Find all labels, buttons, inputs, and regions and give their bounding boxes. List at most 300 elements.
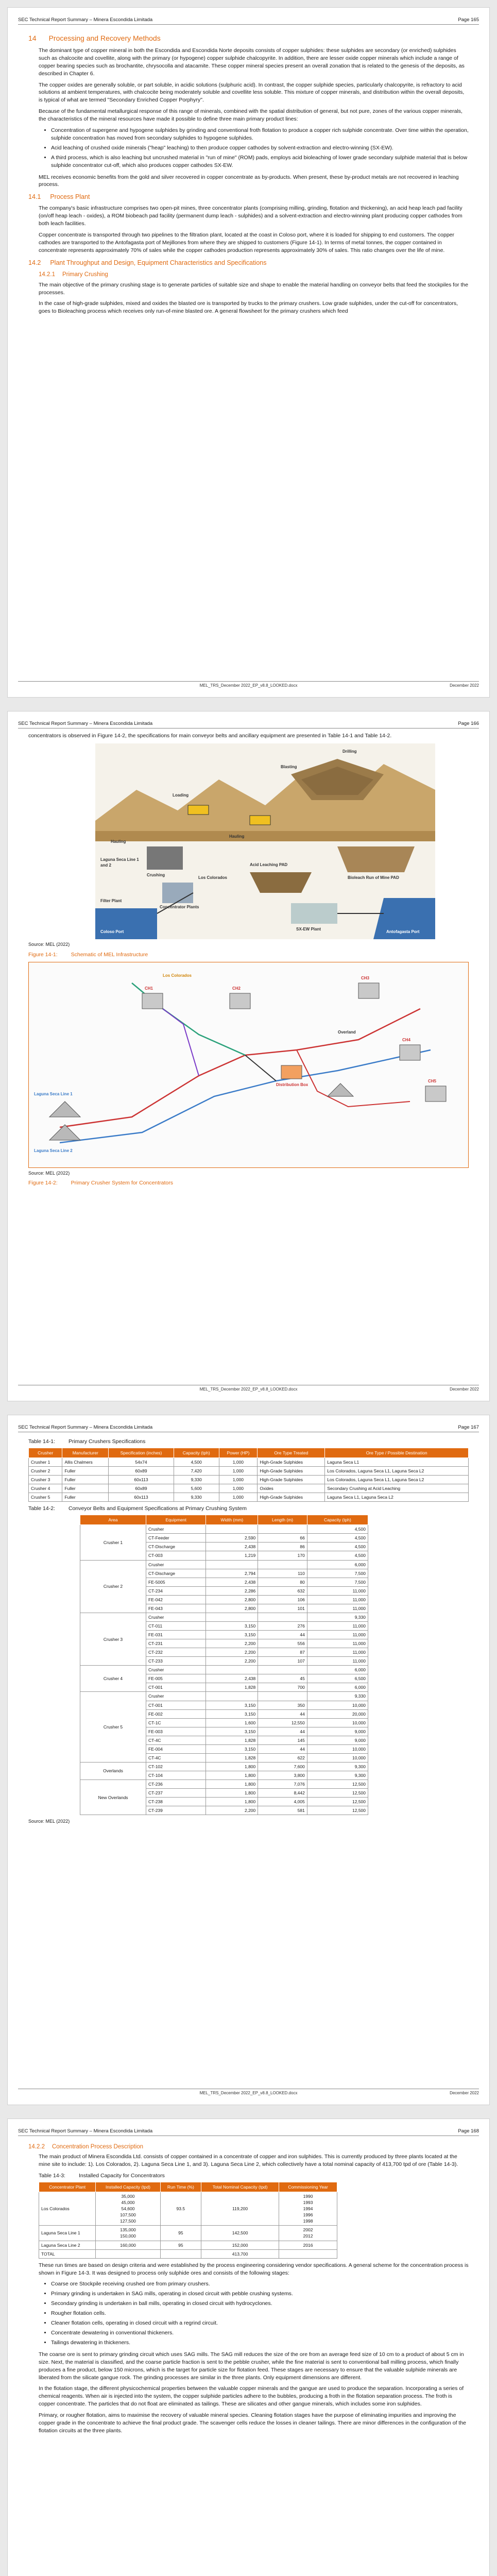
- table-cell: 11,000: [307, 1604, 368, 1613]
- fig-label-coloso: Coloso Port: [100, 929, 124, 934]
- table-cell: 700: [258, 1683, 307, 1692]
- table-cell: 2,438: [206, 1578, 258, 1586]
- table-cell-area: Overlands: [80, 1762, 146, 1780]
- table-cell: [206, 1692, 258, 1701]
- table-cell-area: Crusher 3: [80, 1613, 146, 1665]
- table-cell: 3,800: [258, 1771, 307, 1780]
- table-row: [39, 2249, 337, 2258]
- fig-label-concentrator: Concentrator Plants: [160, 904, 199, 909]
- table-header-cell: Total Nominal Capacity (tpd): [201, 2182, 279, 2192]
- table-cell: [258, 1525, 307, 1534]
- table-row: [29, 1467, 469, 1476]
- table-cell: 2,438: [206, 1543, 258, 1551]
- fig-label-los-colorados: Los Colorados: [198, 875, 228, 880]
- table-cell: 12,500: [307, 1806, 368, 1815]
- table-cell: 1990 1993 1994 1996 1998: [279, 2192, 337, 2226]
- table-cell: 106: [258, 1595, 307, 1604]
- table-cell: 8,442: [258, 1789, 307, 1798]
- table-cell: 2,200: [206, 1639, 258, 1648]
- table-cell: [258, 1692, 307, 1701]
- table-cell: 20,000: [307, 1709, 368, 1718]
- paragraph: In the case of high-grade sulphides, mixed and oxides the blasted ore is transported by trucks to the primary crushers. Low grade sulphides, under the cut-off for concentrators, goes to Bioleaching process which receives only run-of-mine blasted ore. A general flowsheet for the primary crushers which feed: [39, 300, 458, 315]
- table-cell: High-Grade Sulphides: [258, 1476, 325, 1484]
- page-167: [7, 1415, 490, 2105]
- table-source: Source: MEL (2022): [28, 1819, 70, 1824]
- fig-label-loading: Loading: [173, 792, 189, 798]
- header-title: SEC Technical Report Summary – Minera Escondida Limitada: [18, 1425, 153, 1430]
- table-cell: CT-104: [146, 1771, 206, 1780]
- table-cell: 1,828: [206, 1683, 258, 1692]
- table-cell: 413,700: [201, 2249, 279, 2258]
- table-cell: 3,150: [206, 1744, 258, 1753]
- table-cell: 10,000: [307, 1744, 368, 1753]
- table-header-cell: Specification (inches): [109, 1448, 174, 1458]
- table-cell: 45: [258, 1674, 307, 1683]
- table-cell: Laguna Seca L1, Laguna Seca L2: [325, 1493, 469, 1502]
- footer-date: December 2022: [450, 1387, 479, 1392]
- fig-label-crushing: Crushing: [147, 872, 165, 877]
- header-title: SEC Technical Report Summary – Minera Escondida Limitada: [18, 2128, 153, 2134]
- paragraph: Because of the fundamental metallurgical response of this range of minerals, combined with the spatial distribution of general, but not pure, zones of the various copper minerals, the characteristics of the mineral resources have made it possible to define three main primary product lines:: [39, 108, 462, 123]
- table-cell: 44: [258, 1744, 307, 1753]
- table-row: [29, 1493, 469, 1502]
- table-row: [80, 1780, 368, 1789]
- table-cell: 7,076: [258, 1780, 307, 1789]
- table-cell: 93.5: [160, 2192, 201, 2226]
- table-cell: Crusher: [146, 1525, 206, 1534]
- table-cell: Crusher: [146, 1613, 206, 1621]
- table-caption: Table 14-3: Installed Capacity for Concentrators: [39, 2173, 165, 2179]
- infrastructure-schematic-svg: [95, 743, 435, 939]
- table-cell: 80: [258, 1578, 307, 1586]
- fig-label-ch2: CH2: [232, 986, 241, 991]
- crusher-system-svg: [29, 962, 468, 1167]
- table-cell: 2,800: [206, 1595, 258, 1604]
- table-cell: [258, 1560, 307, 1569]
- table-cell: 87: [258, 1648, 307, 1657]
- table-cell: 44: [258, 1727, 307, 1736]
- table-cell: Crusher: [146, 1560, 206, 1569]
- table-cell: 11,000: [307, 1586, 368, 1595]
- paragraph: The dominant type of copper mineral in both the Escondida and Escondida Norte deposits consists of copper sulphides: these sulphides are secondary (or enriched) sulphides such as chalcocite and covellite, along with the primary (or hypogene) copper sulphide chalcopyrite. In addition, there are lesser oxide copper minerals which include a range of copper bearing species such as brochantite, chrysocolla and atacamite. These copper mineral species present an overall zonation that is related to the genesis of the deposits, as described in Chapter 6.: [39, 47, 465, 77]
- table-cell: Los Colorados, Laguna Seca L1, Laguna Seca L2: [325, 1467, 469, 1476]
- table-cell: 160,000: [96, 2241, 160, 2249]
- table-cell: 7,500: [307, 1569, 368, 1578]
- paragraph: The company's basic infrastructure comprises two open-pit mines, three concentrator plants (comprising milling, grinding, flotation and thickening), an acid heap leach pad facility (on/off heap leach - oxides), a ROM biobeach pad facility (permanent dump leach - sulphides) and a solvent-extraction and electro-winning plant producing copper cathodes from both leach facilities.: [39, 205, 462, 227]
- table-cell: 622: [258, 1753, 307, 1762]
- table-cell: 1,600: [206, 1718, 258, 1727]
- table-cell: 44: [258, 1631, 307, 1639]
- table-cell: 95: [160, 2241, 201, 2249]
- table-cell: High-Grade Sulphides: [258, 1458, 325, 1466]
- table-cell: 11,000: [307, 1631, 368, 1639]
- subsection-heading: 14.2.2 Concentration Process Description: [28, 2144, 144, 2150]
- table-cell: [258, 1666, 307, 1674]
- paragraph: The main product of Minera Escondida Ltd. consists of copper contained in a concentrate of copper and iron sulphides. This is currently produced by three plants located at the mine site to include: 1). Los Colorados, 2). Laguna Seca Line 1, and 3). Laguna Seca Line 2, which collectively have a total nominal capacity of 413,700 tpd of ore (Table 14-3).: [39, 2154, 458, 2168]
- table-cell: 1,219: [206, 1551, 258, 1560]
- table-cell: 101: [258, 1604, 307, 1613]
- table-row: [39, 2241, 337, 2249]
- list-item: • Concentrate dewatering in conventional thickeners.: [51, 2329, 469, 2337]
- table-row: [80, 1613, 368, 1621]
- table-header-cell: Width (mm): [206, 1515, 258, 1525]
- paragraph: MEL receives economic benefits from the gold and silver recovered in copper concentrate as by-products. When present, these by-product metals are not recovered in leaching process.: [39, 174, 459, 188]
- table-cell: 11,000: [307, 1648, 368, 1657]
- table-cell: CT-233: [146, 1657, 206, 1666]
- table-cell: 1,828: [206, 1753, 258, 1762]
- table-cell: FE-002: [146, 1709, 206, 1718]
- table-cell: 135,000 150,000: [96, 2226, 160, 2241]
- table-cell: 2,286: [206, 1586, 258, 1595]
- table-cell: CT-239: [146, 1806, 206, 1815]
- bullet-list: [51, 2280, 469, 2346]
- infrastructure-schematic-figure: [95, 743, 435, 939]
- table-cell: 12,550: [258, 1718, 307, 1727]
- fig-label-bioleach: Bioleach Run of Mine PAD: [348, 875, 399, 880]
- fig-label-ch4: CH4: [402, 1037, 411, 1042]
- table-cell: 3,150: [206, 1701, 258, 1709]
- page-number: Page 165: [458, 17, 479, 23]
- table-header-cell: Ore Type / Possible Destination: [325, 1448, 469, 1458]
- table-cell: Secondary Crushing at Acid Leaching: [325, 1484, 469, 1493]
- table-cell: 1,800: [206, 1771, 258, 1780]
- section-heading: 14.1 Process Plant: [28, 193, 90, 201]
- fig-label-drilling: Drilling: [342, 749, 357, 754]
- table-cell: 86: [258, 1543, 307, 1551]
- section-heading: 14 Processing and Recovery Methods: [28, 34, 161, 42]
- table-cell: 3,150: [206, 1631, 258, 1639]
- table-cell: 95: [160, 2226, 201, 2241]
- table-cell: CT-238: [146, 1798, 206, 1806]
- table-cell: Crusher 5: [29, 1493, 62, 1502]
- fig-label-sxew: SX-EW Plant: [296, 926, 321, 931]
- table-cell: Laguna Seca L1: [325, 1458, 469, 1466]
- table-cell: 60x113: [109, 1476, 174, 1484]
- table-cell: CT-231: [146, 1639, 206, 1648]
- table-cell: 110: [258, 1569, 307, 1578]
- table-cell: 2,200: [206, 1806, 258, 1815]
- table-cell: 1,828: [206, 1736, 258, 1744]
- table-header-cell: Capacity (tph): [174, 1448, 219, 1458]
- table-cell: CT-237: [146, 1789, 206, 1798]
- table-cell: CT-001: [146, 1683, 206, 1692]
- table-row: [29, 1458, 469, 1466]
- table-cell: 350: [258, 1701, 307, 1709]
- table-header-cell: Ore Type Treated: [258, 1448, 325, 1458]
- table-cell: 9,330: [307, 1613, 368, 1621]
- table-cell: 1,000: [219, 1458, 258, 1466]
- page-footer: [18, 681, 479, 688]
- table-cell: 1,800: [206, 1780, 258, 1789]
- page-166: [7, 711, 490, 1401]
- paragraph: These run times are based on design criteria and were established by the process engineering considering vendor specifications. A general scheme for the concentration process is shown in Figure 14-3. It was designed to process only sulphide ores and consists of the following stages:: [39, 2262, 469, 2276]
- table-cell: 4,500: [174, 1458, 219, 1466]
- fig-label-antofagasta: Antofagasta Port: [386, 929, 420, 934]
- paragraph: The copper oxides are generally soluble, or part soluble, in acidic solutions (sulphuric acid). In contrast, the copper sulphide species, particularly chalcopyrite, is refractory to acid solutions at ambient temperatures, with chalcocite being moderately soluble and covellite less soluble. This mixture of copper minerals, and distribution within the overall deposits, is typical of what are termed "Secondary Enriched Copper Porphyry".: [39, 81, 465, 104]
- table-cell: 2,200: [206, 1648, 258, 1657]
- table-cell: 2,800: [206, 1604, 258, 1613]
- table-cell: High-Grade Sulphides: [258, 1493, 325, 1502]
- footer-date: December 2022: [450, 683, 479, 688]
- table-cell: 4,005: [258, 1798, 307, 1806]
- table-cell: 4,500: [307, 1543, 368, 1551]
- table-header-cell: Commissioning Year: [279, 2182, 337, 2192]
- table-cell-area: Crusher 5: [80, 1692, 146, 1762]
- table-cell: 9,300: [307, 1762, 368, 1771]
- table-cell: 10,000: [307, 1701, 368, 1709]
- table-row: [29, 1476, 469, 1484]
- table-cell: 119,200: [201, 2192, 279, 2226]
- table-cell: CT-4C: [146, 1753, 206, 1762]
- table-cell: FE-031: [146, 1631, 206, 1639]
- table-cell: 12,500: [307, 1798, 368, 1806]
- table-cell: FE-003: [146, 1727, 206, 1736]
- fig-label-ch3: CH3: [361, 975, 370, 980]
- table-header-cell: Run Time (%): [160, 2182, 201, 2192]
- table-row: [39, 2192, 337, 2226]
- list-item: • Cleaner flotation cells, operating in closed circuit with a regrind circuit.: [51, 2319, 469, 2327]
- table-cell: 2016: [279, 2241, 337, 2249]
- page-footer: [18, 1385, 479, 1392]
- footer-filename: MEL_TRS_December 2022_EP_v8.8_LOOKED.docx: [199, 683, 298, 688]
- table-cell: FE-004: [146, 1744, 206, 1753]
- table-cell: Crusher 1: [29, 1458, 62, 1466]
- table-cell: 7,420: [174, 1467, 219, 1476]
- table-cell: 9,330: [174, 1493, 219, 1502]
- page-header: [18, 2128, 479, 2136]
- table-cell: CT-234: [146, 1586, 206, 1595]
- table-cell: Allis Chalmers: [62, 1458, 109, 1466]
- fig-label-overland: Overland: [338, 1029, 356, 1035]
- page-header: [18, 1425, 479, 1432]
- table-row: [39, 2226, 337, 2241]
- table-cell: 44: [258, 1709, 307, 1718]
- subsection-heading: 14.2.1 Primary Crushing: [39, 272, 108, 278]
- table-cell: 3,150: [206, 1621, 258, 1630]
- table-row: [80, 1560, 368, 1569]
- table-cell: 1,800: [206, 1762, 258, 1771]
- table-cell: Fuller: [62, 1467, 109, 1476]
- table-cell: 2,438: [206, 1674, 258, 1683]
- fig-label-los-colorados: Los Colorados: [163, 973, 192, 978]
- table-caption: Table 14-2: Conveyor Belts and Equipment Specifications at Primary Crushing System: [28, 1505, 247, 1512]
- table-cell: [96, 2249, 160, 2258]
- footer-filename: MEL_TRS_December 2022_EP_v8.8_LOOKED.docx: [199, 2091, 298, 2095]
- table-cell: CT-102: [146, 1762, 206, 1771]
- header-title: SEC Technical Report Summary – Minera Escondida Limitada: [18, 17, 153, 23]
- paragraph: Primary, or rougher flotation, aims to maximise the recovery of valuable mineral species. Cleaning flotation stages have the purpose of eliminating impurities and improving the copper grade in the concentrate to achieve the final product grade. The scavenger cells reduce the losses in cleaner tailings. There are minor differences in the configuration of the flotation circuits at the three plants.: [39, 2412, 466, 2434]
- table-cell: 5,600: [174, 1484, 219, 1493]
- table-cell: CT-236: [146, 1780, 206, 1789]
- table-header-cell: Area: [80, 1515, 146, 1525]
- table-cell: [206, 1525, 258, 1534]
- table-cell: 9,330: [307, 1692, 368, 1701]
- table-cell: 6,000: [307, 1683, 368, 1692]
- table-cell: CT-011: [146, 1621, 206, 1630]
- table-cell-area: New Overlands: [80, 1780, 146, 1815]
- crushers-table: [28, 1448, 469, 1502]
- page-168: [7, 2119, 490, 2576]
- table-cell: 556: [258, 1639, 307, 1648]
- table-cell: 7,600: [258, 1762, 307, 1771]
- table-cell: 2,590: [206, 1534, 258, 1543]
- fig-label-hauling: Hauling: [229, 834, 245, 839]
- table-cell: High-Grade Sulphides: [258, 1467, 325, 1476]
- page-number: Page 167: [458, 1425, 479, 1430]
- figure-source: Source: MEL (2022): [28, 941, 70, 947]
- table-cell: 3,150: [206, 1709, 258, 1718]
- table-cell: 142,500: [201, 2226, 279, 2241]
- table-cell: Crusher 4: [29, 1484, 62, 1493]
- table-cell: FE-005: [146, 1674, 206, 1683]
- table-cell: 60x89: [109, 1484, 174, 1493]
- table-cell: 6,000: [307, 1666, 368, 1674]
- table-header-cell: Power (HP): [219, 1448, 258, 1458]
- table-cell: 11,000: [307, 1621, 368, 1630]
- list-item: • Concentration of supergene and hypogene sulphides by grinding and conventional froth flotation to produce a copper rich sulphide concentrate. Over time within the operation, sulphide concentration has moved from secondary sulphides to hypogene sulphides.: [51, 127, 469, 142]
- table-cell: Crusher: [146, 1692, 206, 1701]
- figure-caption: Figure 14-1: Schematic of MEL Infrastructure: [28, 951, 148, 958]
- fig-label-distribution-box: Distribution Box: [276, 1082, 309, 1087]
- table-row: [80, 1762, 368, 1771]
- table-cell: CT-232: [146, 1648, 206, 1657]
- table-cell: 3,150: [206, 1727, 258, 1736]
- table-cell: 9,300: [307, 1771, 368, 1780]
- table-cell: 35,000 45,000 54,600 107,500 127,500: [96, 2192, 160, 2226]
- table-cell: Crusher 3: [29, 1476, 62, 1484]
- table-cell: [206, 1613, 258, 1621]
- table-cell: 2002 2012: [279, 2226, 337, 2241]
- list-item: • Primary grinding is undertaken in SAG mills, operating in closed circuit with pebble crushing systems.: [51, 2290, 469, 2298]
- fig-label-hauling: Hauling: [111, 839, 126, 844]
- table-cell: [206, 1560, 258, 1569]
- fig-label-ch1: CH1: [145, 986, 153, 991]
- table-cell: 11,000: [307, 1595, 368, 1604]
- table-cell: Fuller: [62, 1476, 109, 1484]
- table-cell: 7,500: [307, 1578, 368, 1586]
- table-cell: CT-4C: [146, 1736, 206, 1744]
- table-cell: 4,500: [307, 1534, 368, 1543]
- table-cell: Fuller: [62, 1493, 109, 1502]
- fig-label-laguna-seca: Laguna Seca Line 1 and 2: [100, 857, 139, 868]
- figure-source: Source: MEL (2022): [28, 1170, 70, 1176]
- paragraph: The coarse ore is sent to primary grinding circuit which uses SAG mills. The SAG mill reduces the size of the ore from an average feed size of 10 cm to a product of about 5 cm in size. Next, the material is classified, and the coarse particle fraction is sent to the pebble crusher, while the fine material is sent to conventional ball milling process, which finally produces a fine product, below 150 microns, which is the target for particle size for flotation feed. These stages are necessary to ensure that the valuable sulphide minerals are liberated from the silicate gangue rock. The grinding processes are similar in the three plants. Only equipment dimensions are different.: [39, 2351, 464, 2381]
- page-number: Page 166: [458, 721, 479, 726]
- table-cell: 9,330: [174, 1476, 219, 1484]
- table-cell: CT-1C: [146, 1718, 206, 1727]
- table-cell: 2,200: [206, 1657, 258, 1666]
- table-cell: 6,000: [307, 1560, 368, 1569]
- list-item: • Secondary grinding is undertaken in ball mills, operating in closed circuit with hydrocyclones.: [51, 2300, 469, 2308]
- conveyor-table: [80, 1515, 368, 1815]
- table-cell: 1,000: [219, 1467, 258, 1476]
- table-caption: Table 14-1: Primary Crushers Specifications: [28, 1438, 146, 1445]
- bullet-list: [51, 127, 469, 170]
- table-cell-area: Crusher 4: [80, 1666, 146, 1692]
- table-cell: 60x113: [109, 1493, 174, 1502]
- paragraph: The main objective of the primary crushing stage is to generate particles of suitable size and shape to enable the material handling on conveyor belts that feed the stockpiles for the processes.: [39, 281, 469, 296]
- fig-label-ch5: CH5: [428, 1078, 437, 1083]
- table-row: [29, 1484, 469, 1493]
- header-title: SEC Technical Report Summary – Minera Escondida Limitada: [18, 721, 153, 726]
- table-cell: 1,000: [219, 1476, 258, 1484]
- table-cell: 107: [258, 1657, 307, 1666]
- table-cell: 11,000: [307, 1657, 368, 1666]
- table-cell: Laguna Seca Line 1: [39, 2226, 96, 2241]
- concentrators-table: [39, 2182, 337, 2259]
- table-cell: Los Colorados: [39, 2192, 96, 2226]
- table-cell: FE-042: [146, 1595, 206, 1604]
- table-cell: Fuller: [62, 1484, 109, 1493]
- table-cell-area: Crusher 1: [80, 1525, 146, 1560]
- table-cell: 66: [258, 1534, 307, 1543]
- table-cell: 10,000: [307, 1753, 368, 1762]
- table-header-cell: Manufacturer: [62, 1448, 109, 1458]
- figure-caption: Figure 14-2: Primary Crusher System for Concentrators: [28, 1180, 174, 1187]
- table-cell: 1,000: [219, 1484, 258, 1493]
- table-cell: [160, 2249, 201, 2258]
- section-heading: 14.2 Plant Throughput and Design, Equipment Characteristics and Specifications: [28, 259, 267, 266]
- table-header-cell: Capacity (tph): [307, 1515, 368, 1525]
- table-cell: FE-5005: [146, 1578, 206, 1586]
- table-cell: 1,800: [206, 1789, 258, 1798]
- table-cell: CT-Discharge: [146, 1543, 206, 1551]
- table-cell: 4,500: [307, 1551, 368, 1560]
- table-header-cell: Equipment: [146, 1515, 206, 1525]
- table-cell: 276: [258, 1621, 307, 1630]
- table-cell: 4,500: [307, 1525, 368, 1534]
- table-header-cell: Concentrator Plant: [39, 2182, 96, 2192]
- page-number: Page 168: [458, 2128, 479, 2134]
- table-cell: CT-001: [146, 1701, 206, 1709]
- table-cell-area: Crusher 2: [80, 1560, 146, 1613]
- table-cell: Los Colorados, Laguna Seca L1, Laguna Seca L2: [325, 1476, 469, 1484]
- table-cell: 12,500: [307, 1780, 368, 1789]
- page-165: [7, 7, 490, 698]
- table-cell: 10,000: [307, 1718, 368, 1727]
- table-row: [80, 1525, 368, 1534]
- table-header-cell: Length (m): [258, 1515, 307, 1525]
- table-cell: [258, 1613, 307, 1621]
- table-cell: 60x89: [109, 1467, 174, 1476]
- paragraph: concentrators is observed in Figure 14-2, the specifications for main conveyor belts and ancillary equipment are presented in Table 14-1 and Table 14-2.: [28, 733, 392, 739]
- table-cell: 11,000: [307, 1639, 368, 1648]
- table-cell: 12,500: [307, 1789, 368, 1798]
- table-cell: Laguna Seca Line 2: [39, 2241, 96, 2249]
- table-cell: TOTAL: [39, 2249, 96, 2258]
- footer-filename: MEL_TRS_December 2022_EP_v8.8_LOOKED.docx: [199, 1387, 298, 1392]
- table-cell: 6,500: [307, 1674, 368, 1683]
- table-cell: 581: [258, 1806, 307, 1815]
- table-row: [80, 1666, 368, 1674]
- list-item: • Coarse ore Stockpile receiving crushed ore from primary crushers.: [51, 2280, 469, 2288]
- table-header-cell: Installed Capacity (tpd): [96, 2182, 160, 2192]
- table-cell: [206, 1666, 258, 1674]
- table-cell: Oxides: [258, 1484, 325, 1493]
- table-cell: 152,000: [201, 2241, 279, 2249]
- paragraph: In the flotation stage, the different physicochemical properties between the valuable copper minerals and the gangue are used to produce the separation. Incorporating a series of chemical reagents. When air is injected into the system, the copper sulphide particles adhere to the bubbles, producing a froth in the flotation separation process. The froth is copper concentrate. The particles that do not float are eliminated as tailings. These are silicates and other gangue minerals, which includes some iron sulphides.: [39, 2385, 464, 2408]
- table-cell: 1,800: [206, 1798, 258, 1806]
- table-cell: CT-Feeder: [146, 1534, 206, 1543]
- fig-label-acid-leach: Acid Leaching PAD: [250, 862, 288, 867]
- paragraph: Copper concentrate is transported through two pipelines to the filtration plant, located at the coast in Coloso port, where it is loaded for shipping to end customers. The copper cathodes are transported to the Antofagasta port of Mejillones from where they are shipped to customers (Figure 14-1). In terms of metal tonnes, the copper contained in concentrate represents approximately 70% of sales while the copper cathodes production represents approximately 30% of sales. This ratio changes over the life of mine.: [39, 231, 455, 253]
- table-cell: 9,000: [307, 1736, 368, 1744]
- table-cell: Crusher: [146, 1666, 206, 1674]
- list-item: • Tailings dewatering in thickeners.: [51, 2339, 469, 2347]
- table-cell: CT-003: [146, 1551, 206, 1560]
- table-row: [80, 1692, 368, 1701]
- fig-label-laguna-seca-1: Laguna Seca Line 1: [34, 1091, 73, 1096]
